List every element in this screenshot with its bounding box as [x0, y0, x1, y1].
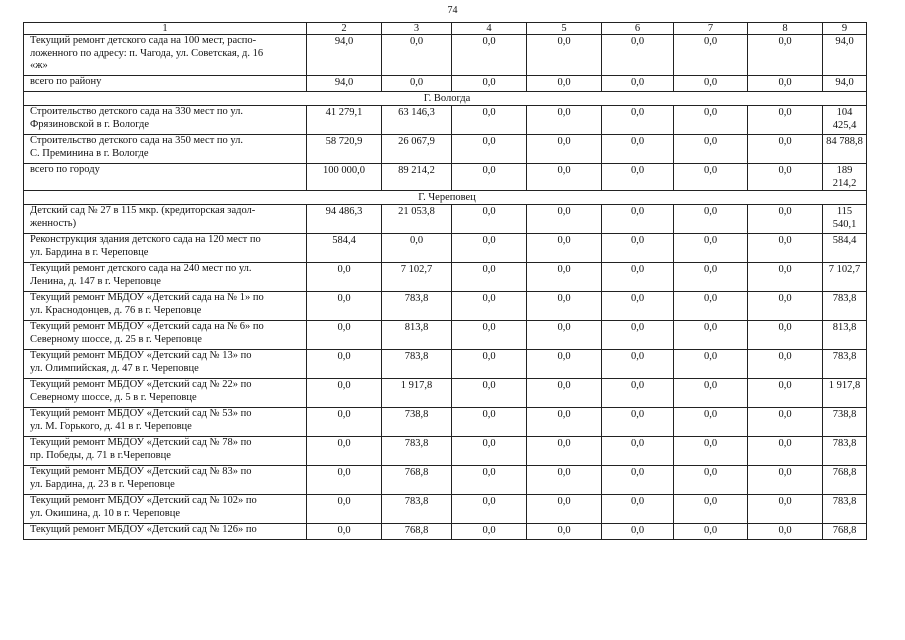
row-label	[24, 234, 307, 263]
cell-value: 0,0	[452, 263, 527, 292]
cell-value: 0,0	[452, 106, 527, 135]
cell-value: 0,0	[674, 408, 748, 437]
cell-value: 0,0	[307, 263, 382, 292]
cell-value: 94,0	[307, 76, 382, 92]
cell-value: 0,0	[452, 135, 527, 164]
budget-table	[23, 22, 867, 540]
cell-value: 0,0	[307, 466, 382, 495]
row-label-line: пр. Победы, д. 71 в г.Череповце	[30, 449, 171, 461]
cell-value: 7 102,7	[823, 263, 867, 292]
cell-value: 0,0	[602, 205, 674, 234]
row-label	[24, 164, 307, 191]
cell-value: 783,8	[823, 437, 867, 466]
row-label	[24, 437, 307, 466]
cell-value: 0,0	[527, 350, 602, 379]
cell-value: 783,8	[382, 350, 452, 379]
section-title: Г. Вологда	[24, 92, 867, 106]
cell-value: 41 279,1	[307, 106, 382, 135]
column-header: 3	[382, 23, 452, 35]
cell-value: 768,8	[382, 524, 452, 540]
cell-value: 0,0	[307, 321, 382, 350]
row-label-line: ул. Краснодонцев, д. 76 в г. Череповце	[30, 304, 202, 316]
row-label	[24, 292, 307, 321]
cell-value: 0,0	[452, 292, 527, 321]
cell-value: 0,0	[748, 321, 823, 350]
page-number: 74	[447, 5, 458, 16]
row-label-line: Текущий ремонт МБДОУ «Детский сад № 22» по	[30, 379, 252, 390]
cell-value: 0,0	[527, 234, 602, 263]
cell-value: 89 214,2	[382, 164, 452, 191]
cell-value: 0,0	[382, 234, 452, 263]
cell-value: 0,0	[452, 76, 527, 92]
cell-value: 0,0	[307, 292, 382, 321]
cell-value: 0,0	[527, 263, 602, 292]
cell-value: 0,0	[748, 263, 823, 292]
cell-value: 0,0	[674, 205, 748, 234]
table-row	[24, 466, 867, 495]
cell-value: 94,0	[307, 35, 382, 76]
row-label-line: всего по району	[30, 76, 102, 87]
cell-value: 0,0	[748, 135, 823, 164]
cell-value: 0,0	[674, 437, 748, 466]
cell-value: 0,0	[748, 350, 823, 379]
cell-value: 0,0	[307, 408, 382, 437]
cell-value: 738,8	[823, 408, 867, 437]
cell-value: 0,0	[602, 234, 674, 263]
row-label-line: Текущий ремонт МБДОУ «Детский сад № 53» по	[30, 408, 252, 419]
row-label	[24, 35, 307, 76]
row-label	[24, 379, 307, 408]
table-row	[24, 379, 867, 408]
table-row	[24, 350, 867, 379]
row-label-line: Текущий ремонт детского сада на 100 мест, распо-	[30, 35, 257, 46]
row-label-line: Фрязиновской в г. Вологде	[30, 118, 149, 130]
cell-value: 115 540,1	[823, 205, 867, 234]
row-label-line: ул. Бардина, д. 23 в г. Череповце	[30, 478, 175, 490]
table-row	[24, 76, 867, 92]
row-label-line: женность)	[30, 217, 77, 229]
cell-value: 0,0	[452, 437, 527, 466]
cell-value: 0,0	[602, 35, 674, 76]
cell-value: 0,0	[602, 135, 674, 164]
row-label	[24, 524, 307, 540]
cell-value: 26 067,9	[382, 135, 452, 164]
row-label-line: Строительство детского сада на 330 мест по ул.	[30, 106, 244, 117]
column-header: 6	[602, 23, 674, 35]
column-header: 8	[748, 23, 823, 35]
table-row	[24, 495, 867, 524]
row-label	[24, 408, 307, 437]
row-label-line: ул. Окишина, д. 10 в г. Череповце	[30, 507, 180, 519]
cell-value: 0,0	[527, 466, 602, 495]
table-row	[24, 292, 867, 321]
cell-value: 813,8	[823, 321, 867, 350]
cell-value: 783,8	[382, 292, 452, 321]
table-row	[24, 234, 867, 263]
cell-value: 0,0	[602, 408, 674, 437]
row-label	[24, 106, 307, 135]
cell-value: 0,0	[527, 437, 602, 466]
column-header: 7	[674, 23, 748, 35]
cell-value: 0,0	[602, 466, 674, 495]
cell-value: 0,0	[602, 321, 674, 350]
cell-value: 0,0	[452, 524, 527, 540]
cell-value: 0,0	[602, 350, 674, 379]
row-label	[24, 466, 307, 495]
row-label-line: всего по городу	[30, 164, 100, 175]
row-label	[24, 321, 307, 350]
cell-value: 100 000,0	[307, 164, 382, 191]
row-label-line: ул. Олимпийская, д. 47 в г. Череповце	[30, 362, 199, 374]
cell-value: 0,0	[452, 408, 527, 437]
cell-value: 0,0	[382, 35, 452, 76]
cell-value: 94,0	[823, 76, 867, 92]
cell-value: 0,0	[307, 495, 382, 524]
row-label	[24, 205, 307, 234]
table-row	[24, 263, 867, 292]
cell-value: 0,0	[748, 524, 823, 540]
cell-value: 0,0	[674, 321, 748, 350]
cell-value: 0,0	[674, 466, 748, 495]
cell-value: 0,0	[527, 379, 602, 408]
cell-value: 0,0	[602, 495, 674, 524]
cell-value: 0,0	[527, 205, 602, 234]
row-label-line: ул. Бардина в г. Череповце	[30, 246, 149, 258]
table-body	[24, 23, 867, 540]
column-header-row	[24, 23, 867, 35]
cell-value: 768,8	[382, 466, 452, 495]
table-row	[24, 35, 867, 76]
row-label-line: Текущий ремонт МБДОУ «Детский сад № 126» по	[30, 524, 257, 535]
cell-value: 0,0	[748, 466, 823, 495]
section-title: Г. Череповец	[24, 191, 867, 205]
cell-value: 0,0	[382, 76, 452, 92]
cell-value: 0,0	[748, 106, 823, 135]
cell-value: 0,0	[307, 524, 382, 540]
cell-value: 0,0	[602, 164, 674, 191]
cell-value: 104 425,4	[823, 106, 867, 135]
cell-value: 783,8	[382, 495, 452, 524]
cell-value: 94,0	[823, 35, 867, 76]
cell-value: 0,0	[307, 437, 382, 466]
cell-value: 0,0	[527, 164, 602, 191]
cell-value: 0,0	[674, 292, 748, 321]
cell-value: 58 720,9	[307, 135, 382, 164]
cell-value: 783,8	[823, 292, 867, 321]
cell-value: 0,0	[527, 292, 602, 321]
cell-value: 0,0	[674, 76, 748, 92]
cell-value: 1 917,8	[382, 379, 452, 408]
cell-value: 0,0	[307, 350, 382, 379]
row-label-line: Северному шоссе, д. 5 в г. Череповце	[30, 391, 197, 403]
cell-value: 0,0	[452, 350, 527, 379]
cell-value: 0,0	[748, 205, 823, 234]
section-row	[24, 92, 867, 106]
cell-value: 0,0	[602, 292, 674, 321]
cell-value: 0,0	[674, 135, 748, 164]
row-label-line: Северному шоссе, д. 25 в г. Череповце	[30, 333, 202, 345]
cell-value: 0,0	[674, 379, 748, 408]
table-row	[24, 321, 867, 350]
cell-value: 0,0	[527, 495, 602, 524]
row-label-line: Ленина, д. 147 в г. Череповце	[30, 275, 161, 287]
row-label	[24, 495, 307, 524]
column-header: 5	[527, 23, 602, 35]
cell-value: 0,0	[674, 164, 748, 191]
row-label-line: Текущий ремонт МБДОУ «Детский сад № 102» по	[30, 495, 257, 506]
cell-value: 0,0	[748, 164, 823, 191]
table-row	[24, 205, 867, 234]
cell-value: 0,0	[602, 524, 674, 540]
cell-value: 63 146,3	[382, 106, 452, 135]
cell-value: 1 917,8	[823, 379, 867, 408]
cell-value: 0,0	[602, 263, 674, 292]
cell-value: 0,0	[748, 495, 823, 524]
row-label	[24, 135, 307, 164]
row-label-line: С. Преминина в г. Вологде	[30, 147, 149, 159]
row-label-line: Текущий ремонт МБДОУ «Детский сада на № 1» по	[30, 292, 264, 303]
cell-value: 0,0	[527, 321, 602, 350]
table-row	[24, 106, 867, 135]
row-label	[24, 263, 307, 292]
row-label-line: ул. М. Горького, д. 41 в г. Череповце	[30, 420, 192, 432]
cell-value: 0,0	[674, 106, 748, 135]
table-row	[24, 524, 867, 540]
row-label	[24, 76, 307, 92]
cell-value: 0,0	[452, 321, 527, 350]
cell-value: 0,0	[748, 234, 823, 263]
cell-value: 94 486,3	[307, 205, 382, 234]
row-label-line: Строительство детского сада на 350 мест по ул.	[30, 135, 244, 146]
row-label	[24, 350, 307, 379]
cell-value: 0,0	[527, 35, 602, 76]
section-row	[24, 191, 867, 205]
cell-value: 21 053,8	[382, 205, 452, 234]
cell-value: 813,8	[382, 321, 452, 350]
cell-value: 0,0	[748, 437, 823, 466]
row-label-line: Детский сад № 27 в 115 мкр. (кредиторская задол-	[30, 205, 256, 216]
cell-value: 584,4	[307, 234, 382, 263]
cell-value: 0,0	[452, 35, 527, 76]
cell-value: 84 788,8	[823, 135, 867, 164]
table-row	[24, 135, 867, 164]
cell-value: 0,0	[452, 495, 527, 524]
cell-value: 0,0	[527, 76, 602, 92]
row-label-line: Реконструкция здания детского сада на 120 мест по	[30, 234, 261, 245]
cell-value: 0,0	[307, 379, 382, 408]
cell-value: 738,8	[382, 408, 452, 437]
cell-value: 0,0	[452, 164, 527, 191]
cell-value: 189 214,2	[823, 164, 867, 191]
row-label-line: Текущий ремонт МБДОУ «Детский сад № 78» по	[30, 437, 252, 448]
row-label-line: Текущий ремонт детского сада на 240 мест по ул.	[30, 263, 252, 274]
row-label-line: «ж»	[30, 60, 48, 71]
cell-value: 0,0	[674, 35, 748, 76]
cell-value: 0,0	[452, 379, 527, 408]
cell-value: 0,0	[527, 106, 602, 135]
column-header: 9	[823, 23, 867, 35]
table-row	[24, 164, 867, 191]
table-row	[24, 408, 867, 437]
column-header: 4	[452, 23, 527, 35]
cell-value: 0,0	[674, 350, 748, 379]
cell-value: 0,0	[602, 379, 674, 408]
cell-value: 0,0	[527, 524, 602, 540]
row-label-line: Текущий ремонт МБДОУ «Детский сада на № 6» по	[30, 321, 264, 332]
table-row	[24, 437, 867, 466]
cell-value: 0,0	[527, 135, 602, 164]
cell-value: 584,4	[823, 234, 867, 263]
cell-value: 0,0	[748, 35, 823, 76]
cell-value: 0,0	[748, 76, 823, 92]
cell-value: 0,0	[674, 495, 748, 524]
row-label-line: Текущий ремонт МБДОУ «Детский сад № 13» по	[30, 350, 252, 361]
cell-value: 0,0	[452, 205, 527, 234]
cell-value: 0,0	[748, 292, 823, 321]
cell-value: 0,0	[602, 106, 674, 135]
cell-value: 0,0	[527, 408, 602, 437]
cell-value: 783,8	[823, 350, 867, 379]
cell-value: 0,0	[602, 437, 674, 466]
cell-value: 0,0	[452, 466, 527, 495]
cell-value: 0,0	[674, 234, 748, 263]
cell-value: 0,0	[674, 524, 748, 540]
cell-value: 0,0	[602, 76, 674, 92]
row-label-line: Текущий ремонт МБДОУ «Детский сад № 83» по	[30, 466, 252, 477]
column-header: 2	[307, 23, 382, 35]
cell-value: 0,0	[748, 408, 823, 437]
column-header: 1	[24, 23, 307, 35]
cell-value: 768,8	[823, 466, 867, 495]
cell-value: 0,0	[674, 263, 748, 292]
row-label-line: ложенного по адресу: п. Чагода, ул. Советская, д. 16	[30, 47, 264, 59]
cell-value: 7 102,7	[382, 263, 452, 292]
cell-value: 768,8	[823, 524, 867, 540]
cell-value: 783,8	[382, 437, 452, 466]
cell-value: 783,8	[823, 495, 867, 524]
cell-value: 0,0	[452, 234, 527, 263]
cell-value: 0,0	[748, 379, 823, 408]
